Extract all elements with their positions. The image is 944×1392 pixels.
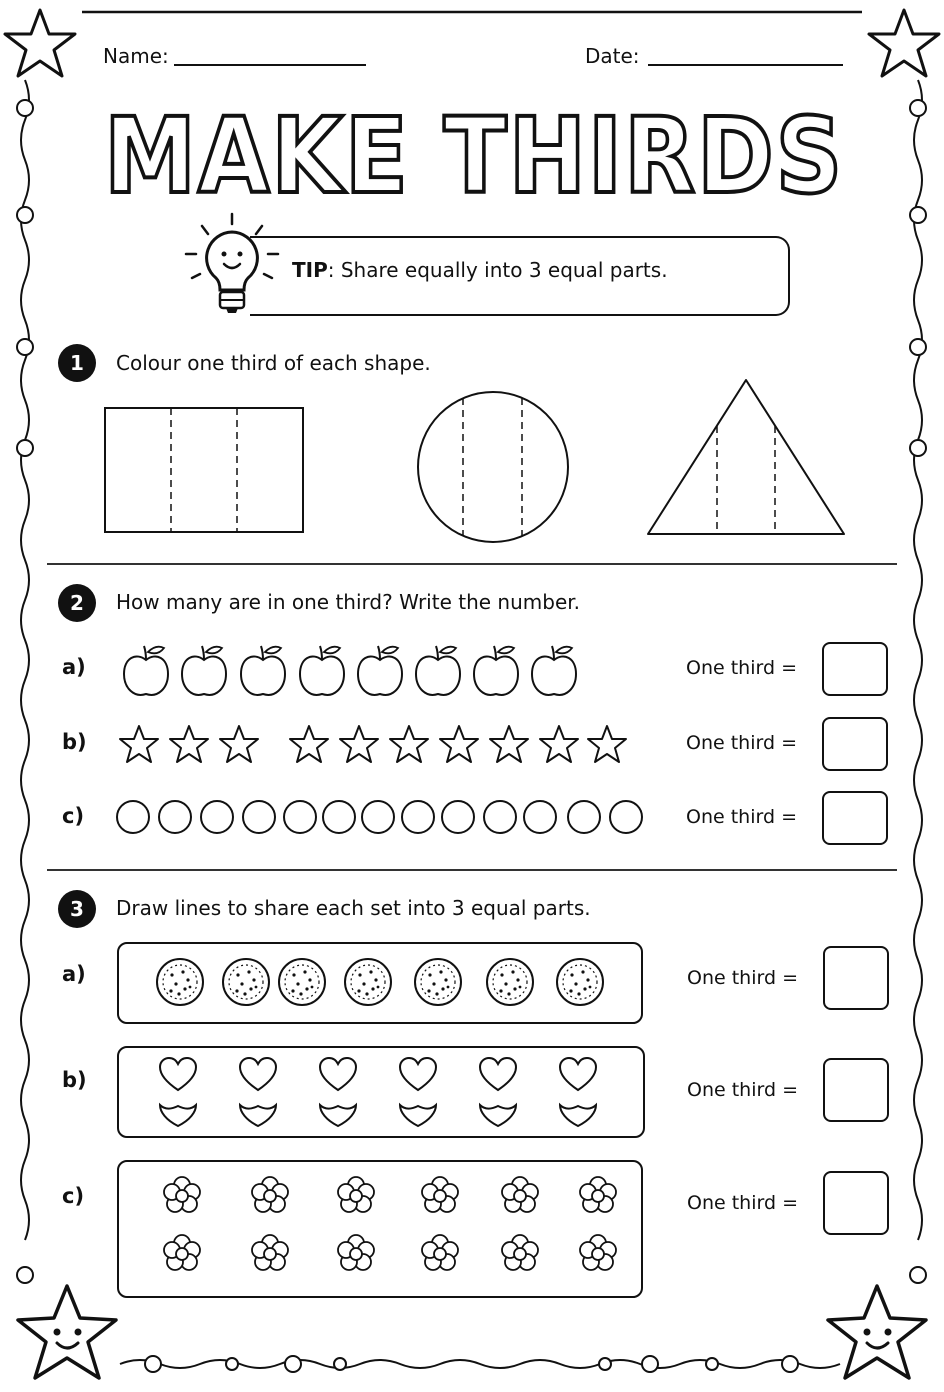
answer-box[interactable] [822,791,888,845]
cookie-icon [279,959,325,1005]
circle-icon [524,801,556,833]
row-label: a) [62,962,86,986]
cookie-icon [487,959,533,1005]
heart-icon [320,1058,356,1090]
circle-icon [284,801,316,833]
answer-label: One third = [687,1192,798,1214]
star-icon [340,726,378,762]
smiling-star-icon [12,1280,122,1385]
flower-icon [422,1177,458,1212]
star-icon [864,4,944,84]
date-label: Date: [585,44,640,68]
tip-text [292,258,668,282]
apple-icon [182,646,226,695]
answer-box[interactable] [823,1058,889,1122]
answer-label: One third = [686,732,797,754]
svg-text:MAKE THIRDS: MAKE THIRDS [104,95,844,217]
flower-icon [252,1235,288,1270]
flower-icon [580,1235,616,1270]
row-label: a) [62,655,86,679]
heart-icon [240,1058,276,1090]
answer-box[interactable] [822,717,888,771]
apple-icon [124,646,168,695]
row-label: c) [62,1184,85,1208]
star-icon [490,726,528,762]
apples-row [118,640,588,700]
section-number-badge: 3 [58,890,96,928]
cookie-icon [157,959,203,1005]
row-label: c) [62,804,85,828]
star-icon [120,726,158,762]
circle-icon [323,801,355,833]
circle-icon [402,801,434,833]
circles-row [114,798,648,838]
circle-icon [568,801,600,833]
circle-icon [201,801,233,833]
date-field[interactable] [648,64,843,66]
triangle-shape[interactable] [644,376,848,538]
cookie-icon [557,959,603,1005]
section-divider [47,563,897,565]
flower-icon [164,1235,200,1270]
circle-icon [243,801,275,833]
heart-icon [560,1105,596,1126]
star-icon [220,726,258,762]
section-number-badge: 2 [58,584,96,622]
tip-prefix: TIP [292,258,328,282]
star-icon [540,726,578,762]
section-divider [47,869,897,871]
name-label: Name: [103,44,169,68]
cookie-icon [415,959,461,1005]
circle-icon [484,801,516,833]
apple-icon [241,646,285,695]
star-icon [170,726,208,762]
apple-icon [532,646,576,695]
circle-icon [159,801,191,833]
answer-label: One third = [686,657,797,679]
flower-icon [164,1177,200,1212]
heart-icon [400,1105,436,1126]
answer-box[interactable] [823,946,889,1010]
apple-icon [416,646,460,695]
cookie-icon [345,959,391,1005]
section-instruction: Draw lines to share each set into 3 equal parts. [116,896,591,920]
flower-icon [502,1177,538,1212]
star-icon [588,726,626,762]
heart-icon [160,1105,196,1126]
flower-icon [502,1235,538,1270]
star-icon [440,726,478,762]
heart-icon [480,1105,516,1126]
flowers-row [158,1172,628,1284]
page-title [96,95,856,217]
row-label: b) [62,1068,87,1092]
section-instruction: How many are in one third? Write the number. [116,590,580,614]
apple-icon [300,646,344,695]
circle-icon [442,801,474,833]
rectangle-shape[interactable] [104,406,306,536]
heart-icon [240,1105,276,1126]
heart-icon [320,1105,356,1126]
circle-icon [117,801,149,833]
flower-icon [580,1177,616,1212]
heart-icon [400,1058,436,1090]
stars-row [116,722,632,768]
smiling-star-icon [822,1280,932,1385]
section-instruction: Colour one third of each shape. [116,351,431,375]
circle-icon [362,801,394,833]
cookie-icon [223,959,269,1005]
row-label: b) [62,730,87,754]
tip-body: : Share equally into 3 equal parts. [327,258,668,282]
section-number-badge: 1 [58,344,96,382]
circle-icon [610,801,642,833]
star-icon [0,4,80,84]
flower-icon [252,1177,288,1212]
heart-icon [480,1058,516,1090]
cookies-row [150,954,610,1010]
hearts-row [150,1052,610,1132]
apple-icon [474,646,518,695]
flower-icon [338,1235,374,1270]
star-icon [390,726,428,762]
answer-label: One third = [687,967,798,989]
heart-icon [560,1058,596,1090]
heart-icon [160,1058,196,1090]
answer-box[interactable] [823,1171,889,1235]
answer-label: One third = [686,806,797,828]
name-field[interactable] [174,64,366,66]
apple-icon [358,646,402,695]
flower-icon [422,1235,458,1270]
answer-box[interactable] [822,642,888,696]
answer-label: One third = [687,1079,798,1101]
circle-shape[interactable] [414,388,572,546]
flower-icon [338,1177,374,1212]
star-icon [290,726,328,762]
